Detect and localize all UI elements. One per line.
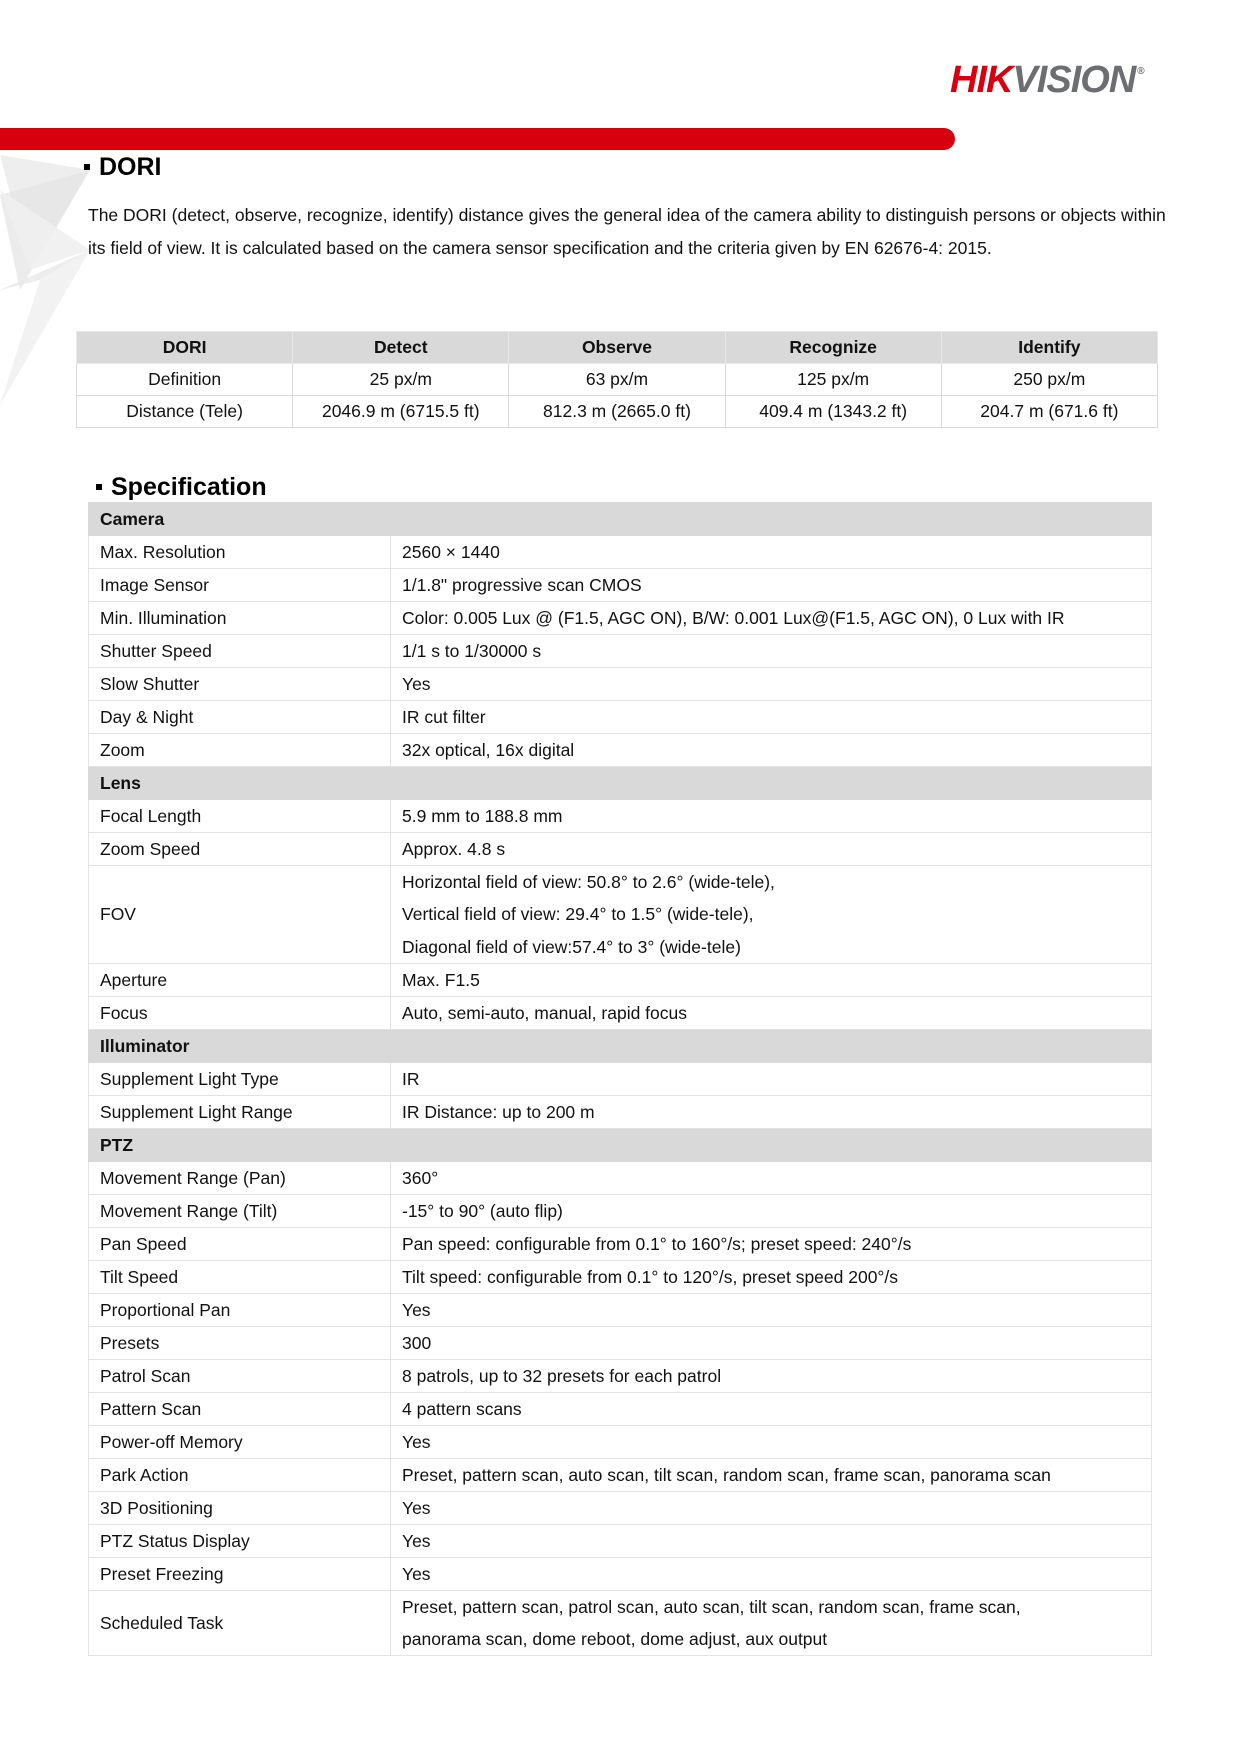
spec-label: Park Action [89, 1458, 391, 1491]
spec-label: Aperture [89, 963, 391, 996]
spec-value-line: 1/1 s to 1/30000 s [402, 641, 542, 661]
spec-value-line: 8 patrols, up to 32 presets for each patrol [402, 1365, 722, 1386]
spec-value-line: Yes [402, 1563, 431, 1584]
spec-value-line: Color: 0.005 Lux @ (F1.5, AGC ON), B/W: 0.001 Lux@(F1.5, AGC ON), 0 Lux with IR [402, 608, 1065, 628]
spec-value-line: Yes [402, 674, 431, 694]
spec-label: Supplement Light Range [89, 1095, 391, 1128]
dori-cell: 409.4 m (1343.2 ft) [725, 396, 941, 428]
spec-value [391, 734, 1152, 767]
dori-table [76, 331, 1158, 428]
dori-header-cell: DORI [77, 332, 293, 364]
dori-header-cell: Recognize [725, 332, 941, 364]
spec-row [89, 602, 1152, 635]
spec-value-line: IR [402, 1068, 420, 1089]
spec-value [391, 602, 1152, 635]
hikvision-logo [950, 60, 1144, 100]
spec-table [88, 502, 1152, 1656]
spec-value [391, 635, 1152, 668]
spec-label: FOV [89, 866, 391, 964]
spec-group-row [89, 1128, 1152, 1161]
spec-label: Preset Freezing [89, 1557, 391, 1590]
spec-label: Movement Range (Tilt) [89, 1194, 391, 1227]
spec-value [391, 569, 1152, 602]
spec-label: Scheduled Task [89, 1590, 391, 1656]
spec-value [391, 1194, 1152, 1227]
spec-row [89, 1293, 1152, 1326]
spec-row [89, 1194, 1152, 1227]
spec-row [89, 1260, 1152, 1293]
spec-label: Max. Resolution [89, 536, 391, 569]
spec-value-line: 2560 × 1440 [402, 542, 500, 562]
spec-value [391, 1425, 1152, 1458]
spec-group-title: Camera [89, 503, 1152, 536]
spec-row [89, 866, 1152, 964]
dori-cell: 204.7 m (671.6 ft) [941, 396, 1157, 428]
spec-row [89, 1425, 1152, 1458]
logo-grey-text: VISION [1012, 59, 1136, 101]
spec-value-line: panorama scan, dome reboot, dome adjust, aux output [402, 1629, 828, 1650]
spec-value [391, 1227, 1152, 1260]
bullet-icon [84, 164, 90, 170]
spec-value-line: Vertical field of view: 29.4° to 1.5° (wide-tele), [402, 904, 754, 925]
spec-row [89, 996, 1152, 1029]
spec-row [89, 1095, 1152, 1128]
spec-value-line: 360° [402, 1167, 439, 1188]
spec-row [89, 1062, 1152, 1095]
spec-value-line: Yes [402, 1530, 431, 1551]
spec-label: Focal Length [89, 800, 391, 833]
spec-row [89, 1359, 1152, 1392]
spec-value [391, 536, 1152, 569]
spec-group-title: Illuminator [89, 1029, 1152, 1062]
spec-row [89, 1326, 1152, 1359]
dori-row-distance [77, 396, 1158, 428]
spec-value-line: 300 [402, 1332, 432, 1353]
spec-label: Day & Night [89, 701, 391, 734]
spec-value [391, 996, 1152, 1029]
spec-value [391, 800, 1152, 833]
spec-value [391, 1293, 1152, 1326]
spec-group-title: PTZ [89, 1128, 1152, 1161]
spec-label: Presets [89, 1326, 391, 1359]
spec-value [391, 1161, 1152, 1194]
spec-value-line: Yes [402, 1431, 431, 1452]
spec-row [89, 734, 1152, 767]
spec-value-line: Max. F1.5 [402, 969, 480, 990]
spec-value-line: IR cut filter [402, 707, 486, 727]
spec-row [89, 1392, 1152, 1425]
spec-value-line: Pan speed: configurable from 0.1° to 160°/s; preset speed: 240°/s [402, 1233, 912, 1254]
spec-value-line: Horizontal field of view: 50.8° to 2.6° (wide-tele), [402, 872, 775, 892]
spec-row [89, 1491, 1152, 1524]
spec-label: 3D Positioning [89, 1491, 391, 1524]
spec-value-line: Preset, pattern scan, auto scan, tilt scan, random scan, frame scan, panorama scan [402, 1464, 1051, 1485]
spec-value-line: Approx. 4.8 s [402, 839, 506, 859]
spec-label: Image Sensor [89, 569, 391, 602]
spec-row [89, 635, 1152, 668]
dori-description: The DORI (detect, observe, recognize, identify) distance gives the general idea of the camera ability to distinguish persons or objects within its field of view. It is calculated based on the camera sensor specification and the criteria given by EN 62676-4: 2015. [88, 205, 1166, 258]
dori-header-cell: Detect [293, 332, 509, 364]
spec-row [89, 800, 1152, 833]
spec-value [391, 1260, 1152, 1293]
spec-value [391, 1524, 1152, 1557]
spec-row [89, 833, 1152, 866]
spec-value-line: Preset, pattern scan, patrol scan, auto scan, tilt scan, random scan, frame scan, [402, 1596, 1021, 1617]
spec-value [391, 1557, 1152, 1590]
spec-row [89, 1557, 1152, 1590]
spec-value [391, 963, 1152, 996]
spec-row [89, 569, 1152, 602]
spec-value-line: 5.9 mm to 188.8 mm [402, 806, 563, 826]
registered-mark: ® [1137, 66, 1144, 77]
spec-label: Min. Illumination [89, 602, 391, 635]
spec-label: Proportional Pan [89, 1293, 391, 1326]
spec-value [391, 1326, 1152, 1359]
dori-cell: 250 px/m [941, 364, 1157, 396]
spec-row [89, 1227, 1152, 1260]
spec-label: Zoom Speed [89, 833, 391, 866]
spec-row [89, 701, 1152, 734]
spec-value-line: Yes [402, 1497, 431, 1518]
spec-title-text: Specification [111, 473, 267, 501]
spec-row [89, 536, 1152, 569]
logo-red-text: HIK [950, 59, 1013, 101]
dori-header-row [77, 332, 1158, 364]
spec-value [391, 1491, 1152, 1524]
spec-value-line: 32x optical, 16x digital [402, 740, 575, 760]
spec-label: Focus [89, 996, 391, 1029]
dori-cell: 2046.9 m (6715.5 ft) [293, 396, 509, 428]
header-red-bar [0, 128, 955, 150]
dori-section-title [84, 152, 162, 182]
spec-group-row [89, 1029, 1152, 1062]
dori-cell: 812.3 m (2665.0 ft) [509, 396, 725, 428]
spec-value-line: Diagonal field of view:57.4° to 3° (wide-tele) [402, 936, 741, 957]
spec-value [391, 1458, 1152, 1491]
spec-group-row [89, 503, 1152, 536]
spec-value [391, 668, 1152, 701]
dori-header-cell: Identify [941, 332, 1157, 364]
dori-cell: 63 px/m [509, 364, 725, 396]
dori-title-text: DORI [99, 153, 162, 181]
spec-section-title [96, 472, 267, 502]
spec-label: Slow Shutter [89, 668, 391, 701]
spec-label: Pattern Scan [89, 1392, 391, 1425]
spec-label: Pan Speed [89, 1227, 391, 1260]
spec-label: Supplement Light Type [89, 1062, 391, 1095]
spec-value-line: 4 pattern scans [402, 1398, 522, 1419]
spec-value-line: Yes [402, 1299, 431, 1320]
spec-value [391, 1392, 1152, 1425]
spec-label: Shutter Speed [89, 635, 391, 668]
spec-value-line: Tilt speed: configurable from 0.1° to 120°/s, preset speed 200°/s [402, 1266, 899, 1287]
dori-row-definition [77, 364, 1158, 396]
spec-row [89, 668, 1152, 701]
spec-value [391, 701, 1152, 734]
spec-label: Movement Range (Pan) [89, 1161, 391, 1194]
spec-row [89, 963, 1152, 996]
spec-label: Tilt Speed [89, 1260, 391, 1293]
spec-value [391, 833, 1152, 866]
spec-value-line: -15° to 90° (auto flip) [402, 1200, 563, 1221]
spec-value [391, 866, 1152, 964]
spec-value [391, 1590, 1152, 1656]
spec-value [391, 1095, 1152, 1128]
dori-cell: Definition [77, 364, 293, 396]
dori-cell: 25 px/m [293, 364, 509, 396]
spec-row [89, 1161, 1152, 1194]
dori-cell: 125 px/m [725, 364, 941, 396]
spec-label: Power-off Memory [89, 1425, 391, 1458]
spec-label: Patrol Scan [89, 1359, 391, 1392]
spec-label: PTZ Status Display [89, 1524, 391, 1557]
spec-group-title: Lens [89, 767, 1152, 800]
spec-value-line: IR Distance: up to 200 m [402, 1101, 595, 1122]
spec-row [89, 1458, 1152, 1491]
spec-row [89, 1524, 1152, 1557]
spec-value-line: 1/1.8" progressive scan CMOS [402, 575, 642, 595]
spec-group-row [89, 767, 1152, 800]
spec-value-line: Auto, semi-auto, manual, rapid focus [402, 1002, 688, 1023]
spec-value [391, 1062, 1152, 1095]
dori-header-cell: Observe [509, 332, 725, 364]
bullet-icon [96, 484, 102, 490]
spec-label: Zoom [89, 734, 391, 767]
dori-cell: Distance (Tele) [77, 396, 293, 428]
spec-value [391, 1359, 1152, 1392]
spec-row [89, 1590, 1152, 1656]
